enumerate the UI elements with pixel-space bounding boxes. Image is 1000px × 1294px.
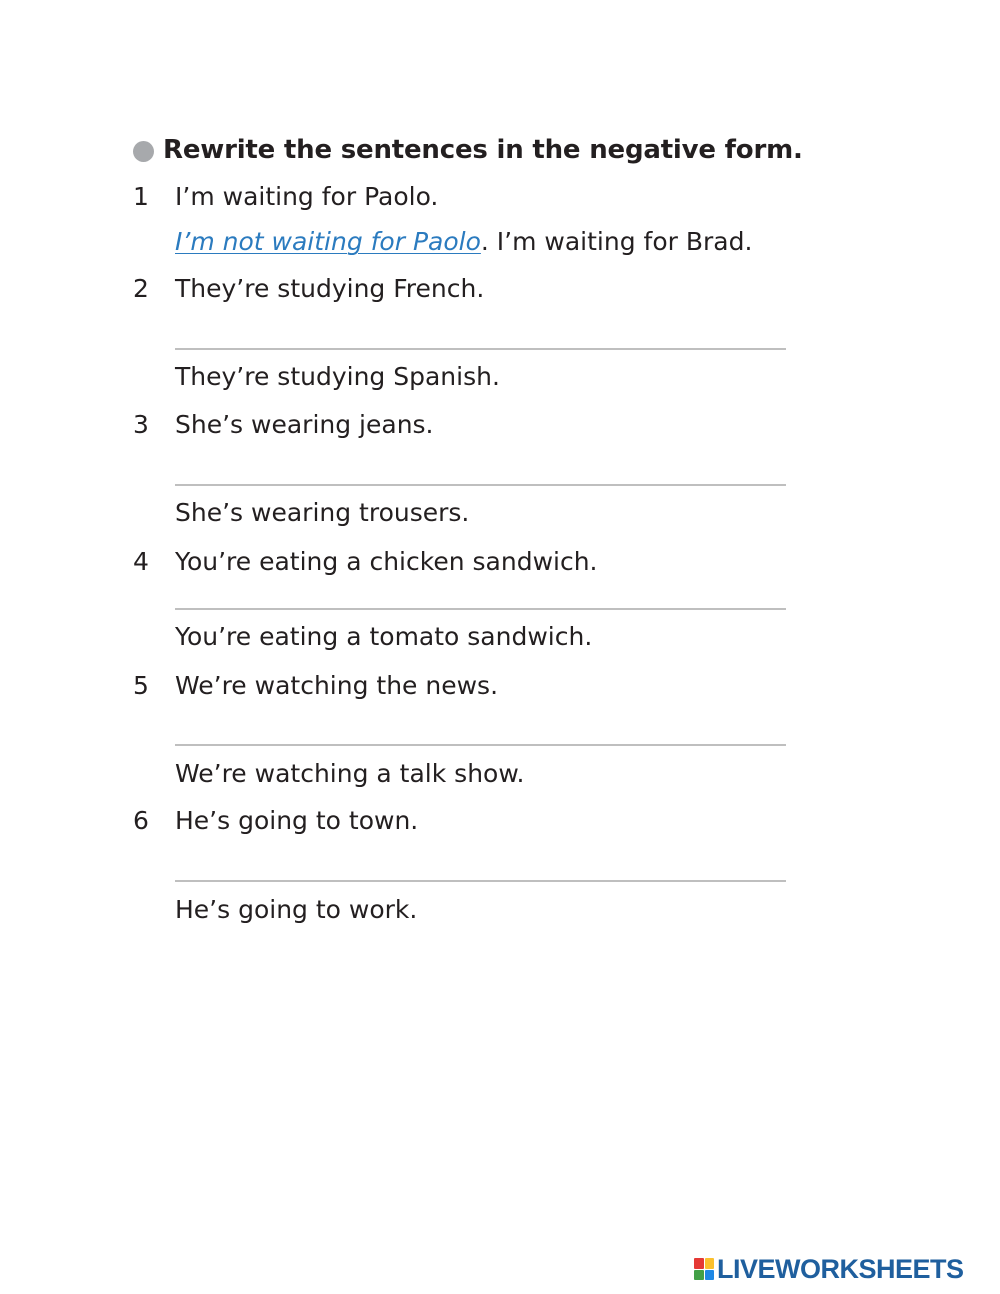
item-sentence: They’re studying French. [175,274,485,303]
bullet-icon [133,141,154,162]
item-sentence: He’s going to town. [175,806,419,835]
answer-line[interactable] [175,348,786,350]
logo-text: LIVEWORKSHEETS [717,1253,964,1284]
exercise-instruction [133,131,803,169]
item-sentence: I’m waiting for Paolo. [175,182,439,211]
item-number: 3 [133,410,149,439]
item-number: 6 [133,806,149,835]
item-follow-up: You’re eating a tomato sandwich. [175,622,593,651]
liveworksheets-logo [694,1254,964,1284]
item-follow-up: We’re watching a talk show. [175,759,525,788]
instruction-text: Rewrite the sentences in the negative form. [163,135,803,165]
answer-line[interactable] [175,744,786,746]
item-number: 2 [133,274,149,303]
item-sentence: We’re watching the news. [175,671,499,700]
item-number: 1 [133,182,149,211]
answer-line[interactable] [175,608,786,610]
item-follow-up: She’s wearing trousers. [175,498,470,527]
example-answer: I’m not waiting for Paolo [175,227,481,256]
item-number: 5 [133,671,149,700]
item-sentence: She’s wearing jeans. [175,410,434,439]
answer-line[interactable] [175,880,786,882]
logo-icon [694,1258,714,1280]
item-follow-up: He’s going to work. [175,895,418,924]
item-follow-up: They’re studying Spanish. [175,362,500,391]
item-number: 4 [133,547,149,576]
item-sentence: You’re eating a chicken sandwich. [175,547,598,576]
answer-line[interactable] [175,484,786,486]
item-follow-up: . I’m waiting for Brad. [480,227,753,256]
example-answer-row [175,225,752,259]
